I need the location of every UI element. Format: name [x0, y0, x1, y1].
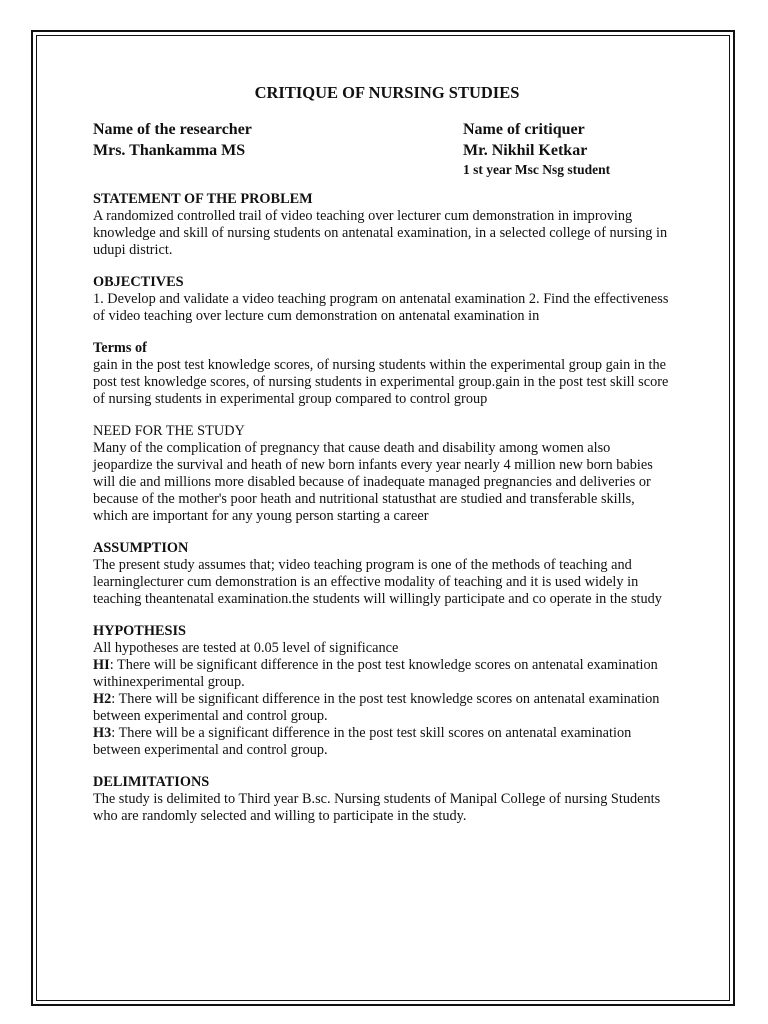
- critiquer-block: [463, 119, 673, 179]
- hypothesis-text-h1: : There will be significant difference in the post test knowledge scores on antenatal examination withinexperimental group.: [93, 657, 658, 690]
- hypothesis-intro: All hypotheses are tested at 0.05 level of significance: [93, 640, 399, 656]
- terms-heading: Terms of: [93, 340, 147, 356]
- hypothesis-item-h3: [93, 725, 673, 759]
- statement-heading: STATEMENT OF THE PROBLEM: [93, 191, 313, 207]
- need-heading: NEED FOR THE STUDY: [93, 423, 245, 439]
- assumption-text: The present study assumes that; video teaching program is one of the methods of teaching and learninglecturer cum demonstration is an effective modality of teaching and it is used widely in teaching theantenatal examination.the students will willingly participate and co operate in the study: [93, 557, 662, 607]
- researcher-name: Mrs. Thankamma MS: [93, 142, 246, 159]
- hypothesis-label-h3: H3: [93, 725, 112, 741]
- need-text: Many of the complication of pregnancy that cause death and disability among women also jeopardize the survival and heath of new born infants every year nearly 4 million new born babies will die and millions more disabled because of inadequate managed pregnancies and deliveries or because of the mother's poor heath and nutritional statusthat are studied and transferable skills, which are important for any young person starting a career: [93, 440, 653, 524]
- researcher-block: [93, 119, 453, 179]
- statement-section: [93, 191, 673, 259]
- objectives-text: 1. Develop and validate a video teaching program on antenatal examination 2. Find the effectiveness of video teaching over lecture cum demonstration on antenatal examination in: [93, 291, 669, 324]
- hypothesis-text-h2: : There will be significant difference in the post test knowledge scores on antenatal examination between experimental and control group.: [93, 691, 660, 724]
- delimitations-text: The study is delimited to Third year B.sc. Nursing students of Manipal College of nursing Students who are randomly selected and willing to participate in the study.: [93, 791, 661, 824]
- objectives-section: [93, 274, 673, 325]
- hypothesis-text-h3: : There will be a significant difference in the post test skill scores on antenatal examination between experimental and control group.: [93, 725, 632, 758]
- researcher-label: Name of the researcher: [93, 121, 252, 138]
- hypothesis-item-h2: [93, 691, 673, 725]
- assumption-section: [93, 540, 673, 608]
- names-block: [93, 119, 673, 179]
- hypothesis-heading: HYPOTHESIS: [93, 623, 186, 639]
- critiquer-label: Name of critiquer: [463, 121, 585, 138]
- hypothesis-label-h2: H2: [93, 691, 112, 707]
- need-section: [93, 423, 673, 525]
- delimitations-section: [93, 774, 673, 825]
- terms-section: [93, 340, 673, 408]
- document-content: [93, 84, 673, 825]
- critiquer-name: Mr. Nikhil Ketkar: [463, 142, 588, 159]
- terms-text: gain in the post test knowledge scores, of nursing students within the experimental group gain in the post test knowledge scores, of nursing students in experimental group.gain in the post test skill score of nursing students in experimental group compared to control group: [93, 357, 669, 407]
- hypothesis-label-h1: HI: [93, 657, 110, 673]
- statement-text: A randomized controlled trail of video teaching over lecturer cum demonstration in improving knowledge and skill of nursing students on antenatal examination, in a selected college of nursing in udupi district.: [93, 208, 668, 258]
- document-title: CRITIQUE OF NURSING STUDIES: [254, 83, 520, 102]
- hypothesis-section: [93, 623, 673, 759]
- objectives-heading: OBJECTIVES: [93, 274, 184, 290]
- assumption-heading: ASSUMPTION: [93, 540, 189, 556]
- critiquer-designation: 1 st year Msc Nsg student: [463, 162, 611, 177]
- hypothesis-item-h1: [93, 657, 673, 691]
- delimitations-heading: DELIMITATIONS: [93, 774, 210, 790]
